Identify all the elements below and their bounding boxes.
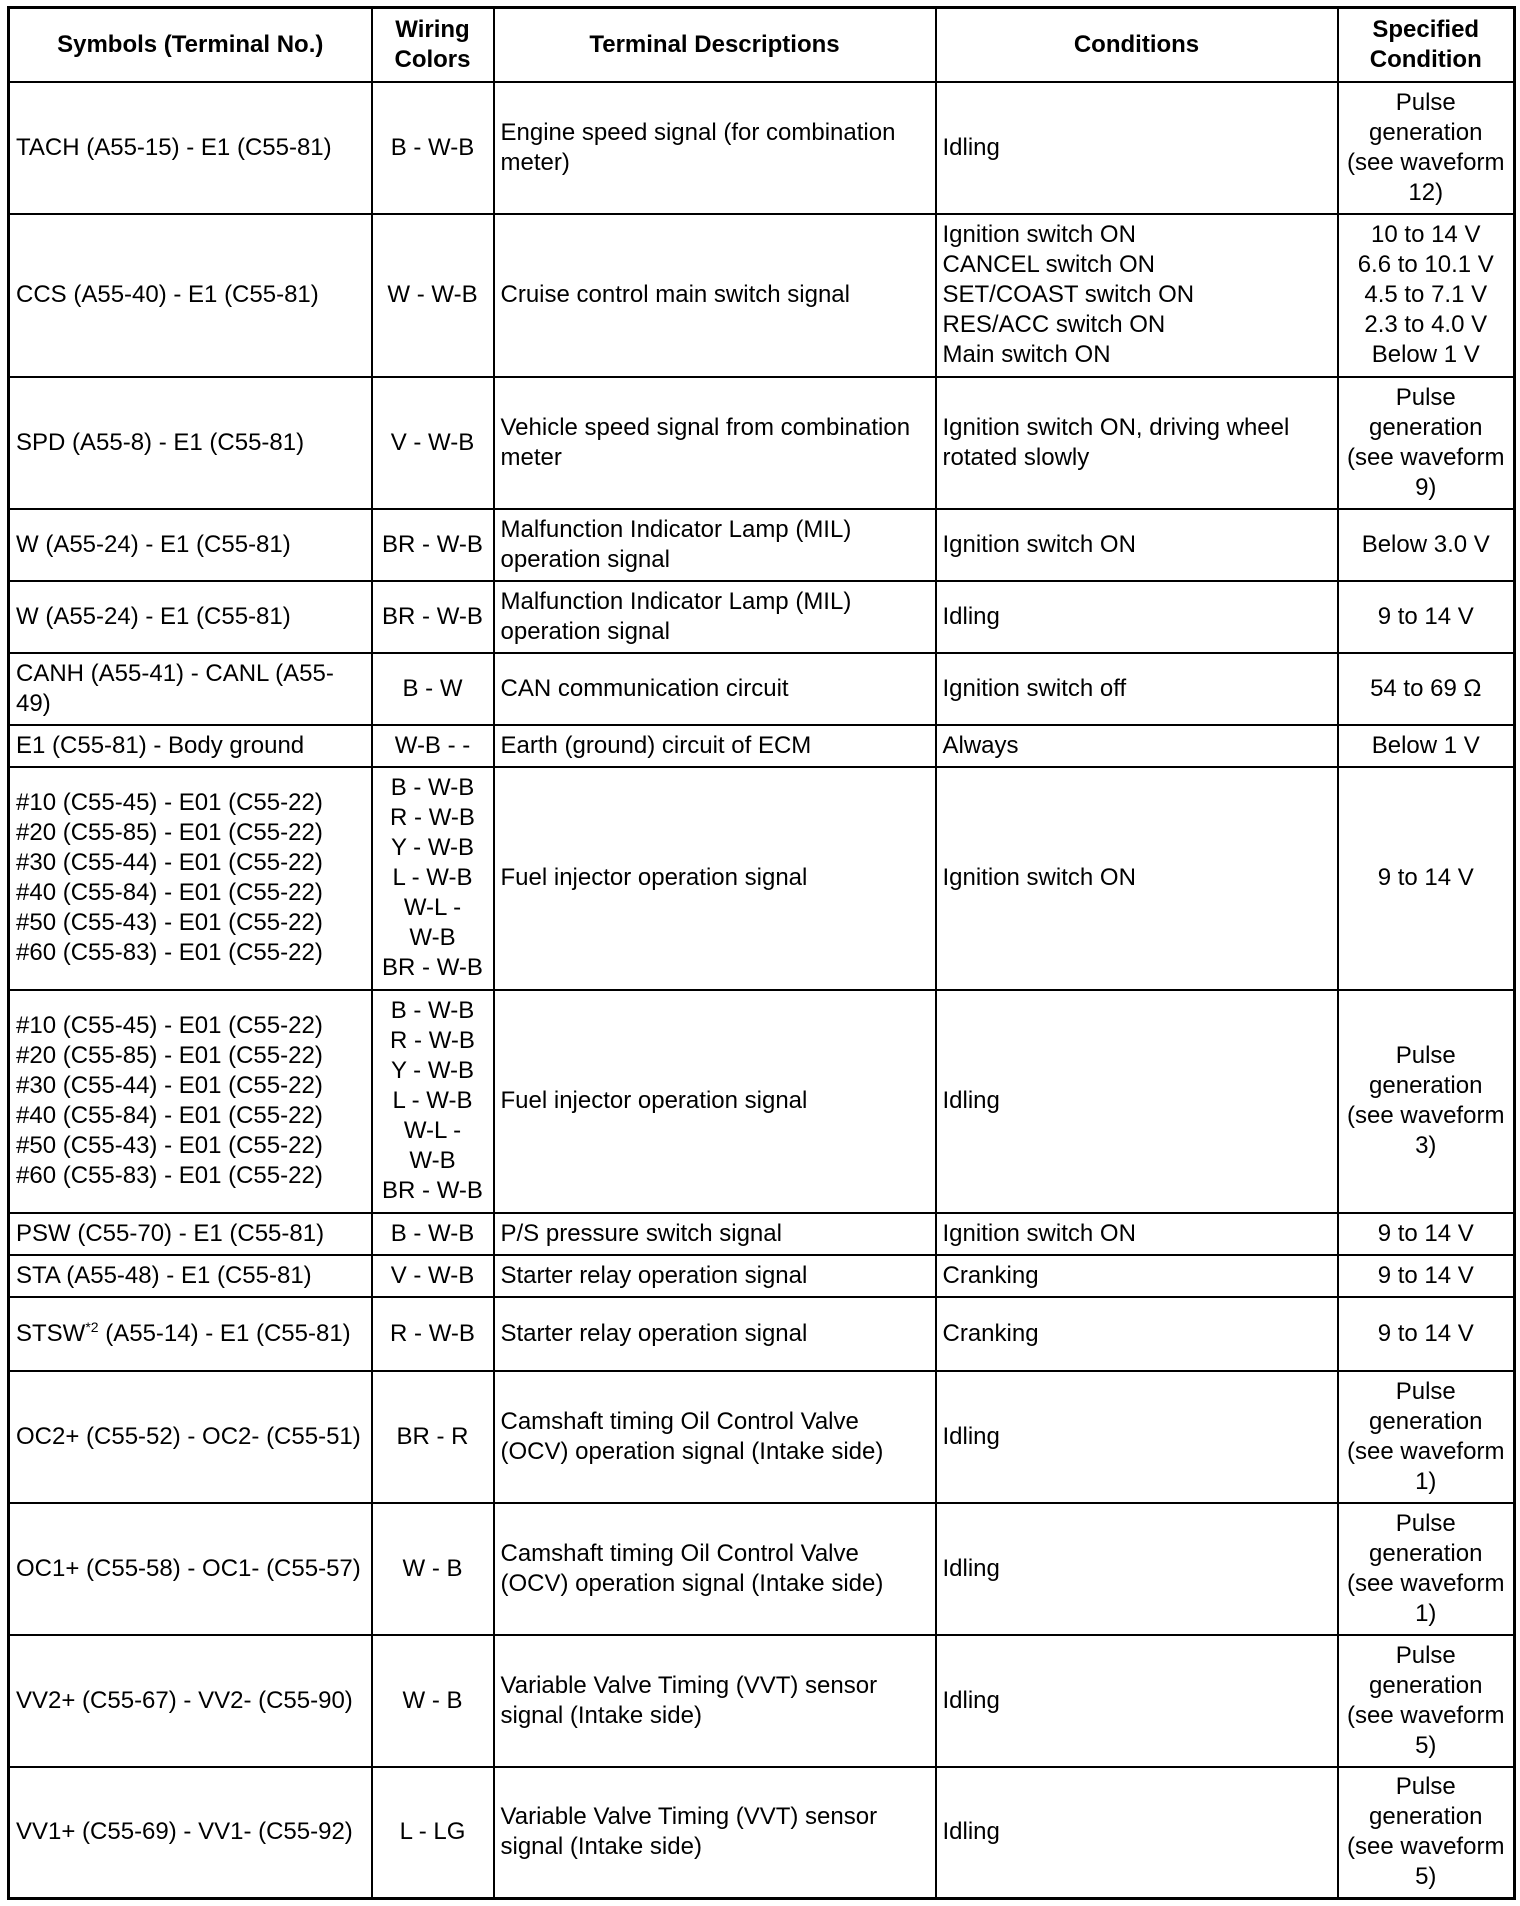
table-row — [9, 1371, 1515, 1503]
wiring-cell: V - W-B — [372, 377, 494, 509]
symbol-cell: OC1+ (C55-58) - OC1- (C55-57) — [9, 1503, 372, 1635]
wiring-cell: B - W — [372, 653, 494, 725]
description-cell: Malfunction Indicator Lamp (MIL) operation signal — [494, 509, 936, 581]
footnote-marker: *2 — [85, 1318, 99, 1335]
header-specified-condition: Specified Condition — [1338, 8, 1515, 82]
header-symbols: Symbols (Terminal No.) — [9, 8, 372, 82]
spec-cell: 9 to 14 V — [1338, 581, 1515, 653]
wiring-cell: W-B - - — [372, 725, 494, 767]
condition-cell: Ignition switch off — [936, 653, 1338, 725]
condition-cell: Ignition switch ON, driving wheel rotated slowly — [936, 377, 1338, 509]
condition-cell: Ignition switch ON CANCEL switch ON SET/COAST switch ON RES/ACC switch ON Main switch ON — [936, 214, 1338, 377]
table-row — [9, 767, 1515, 990]
symbol-cell — [9, 1297, 372, 1371]
terminal-table — [7, 6, 1516, 1900]
condition-cell: Ignition switch ON — [936, 767, 1338, 990]
condition-cell: Ignition switch ON — [936, 1213, 1338, 1255]
table-row — [9, 1635, 1515, 1767]
wiring-cell: W - W-B — [372, 214, 494, 377]
symbol-cell: CANH (A55-41) - CANL (A55-49) — [9, 653, 372, 725]
spec-cell: 9 to 14 V — [1338, 1213, 1515, 1255]
condition-cell: Idling — [936, 1503, 1338, 1635]
description-cell: Earth (ground) circuit of ECM — [494, 725, 936, 767]
description-cell: Fuel injector operation signal — [494, 990, 936, 1213]
description-cell: CAN communication circuit — [494, 653, 936, 725]
wiring-cell: B - W-B — [372, 82, 494, 214]
symbol-cell: VV2+ (C55-67) - VV2- (C55-90) — [9, 1635, 372, 1767]
spec-cell: Below 1 V — [1338, 725, 1515, 767]
table-row — [9, 725, 1515, 767]
header-terminal-descriptions: Terminal Descriptions — [494, 8, 936, 82]
table-row — [9, 1297, 1515, 1371]
symbol-cell: PSW (C55-70) - E1 (C55-81) — [9, 1213, 372, 1255]
table-row — [9, 653, 1515, 725]
table-row — [9, 509, 1515, 581]
wiring-cell: BR - W-B — [372, 509, 494, 581]
spec-cell: Pulse generation (see waveform 1) — [1338, 1371, 1515, 1503]
symbol-cell: W (A55-24) - E1 (C55-81) — [9, 581, 372, 653]
condition-cell: Idling — [936, 990, 1338, 1213]
symbol-cell: CCS (A55-40) - E1 (C55-81) — [9, 214, 372, 377]
description-cell: Cruise control main switch signal — [494, 214, 936, 377]
symbol-cell: E1 (C55-81) - Body ground — [9, 725, 372, 767]
table-row — [9, 82, 1515, 214]
wiring-cell: B - W-B R - W-B Y - W-B L - W-B W-L - W-B BR - W-B — [372, 767, 494, 990]
table-row — [9, 1767, 1515, 1899]
description-cell: Camshaft timing Oil Control Valve (OCV) operation signal (Intake side) — [494, 1503, 936, 1635]
description-cell: P/S pressure switch signal — [494, 1213, 936, 1255]
symbol-cell: W (A55-24) - E1 (C55-81) — [9, 509, 372, 581]
spec-cell: 54 to 69 Ω — [1338, 653, 1515, 725]
header-conditions: Conditions — [936, 8, 1338, 82]
description-cell: Engine speed signal (for combination meter) — [494, 82, 936, 214]
condition-cell: Idling — [936, 1635, 1338, 1767]
symbol-text: (A55-14) - E1 (C55-81) — [98, 1319, 351, 1347]
description-cell: Starter relay operation signal — [494, 1255, 936, 1297]
description-cell: Variable Valve Timing (VVT) sensor signal (Intake side) — [494, 1767, 936, 1899]
table-row — [9, 1503, 1515, 1635]
table-row — [9, 1255, 1515, 1297]
spec-cell: Pulse generation (see waveform 12) — [1338, 82, 1515, 214]
table-row — [9, 1213, 1515, 1255]
description-cell: Variable Valve Timing (VVT) sensor signal (Intake side) — [494, 1635, 936, 1767]
condition-cell: Idling — [936, 1371, 1338, 1503]
condition-cell: Cranking — [936, 1297, 1338, 1371]
spec-cell: 9 to 14 V — [1338, 1255, 1515, 1297]
spec-cell: Pulse generation (see waveform 5) — [1338, 1635, 1515, 1767]
condition-cell: Idling — [936, 581, 1338, 653]
symbol-cell: VV1+ (C55-69) - VV1- (C55-92) — [9, 1767, 372, 1899]
spec-cell: Pulse generation (see waveform 5) — [1338, 1767, 1515, 1899]
wiring-cell: BR - R — [372, 1371, 494, 1503]
spec-cell: Pulse generation (see waveform 1) — [1338, 1503, 1515, 1635]
wiring-cell: W - B — [372, 1635, 494, 1767]
wiring-cell: V - W-B — [372, 1255, 494, 1297]
wiring-cell: B - W-B — [372, 1213, 494, 1255]
description-cell: Camshaft timing Oil Control Valve (OCV) operation signal (Intake side) — [494, 1371, 936, 1503]
table-row — [9, 214, 1515, 377]
description-cell: Malfunction Indicator Lamp (MIL) operation signal — [494, 581, 936, 653]
description-cell: Vehicle speed signal from combination meter — [494, 377, 936, 509]
symbol-cell: STA (A55-48) - E1 (C55-81) — [9, 1255, 372, 1297]
wiring-cell: R - W-B — [372, 1297, 494, 1371]
spec-cell: 9 to 14 V — [1338, 1297, 1515, 1371]
description-cell: Fuel injector operation signal — [494, 767, 936, 990]
description-cell: Starter relay operation signal — [494, 1297, 936, 1371]
table-row — [9, 990, 1515, 1213]
header-wiring-colors: Wiring Colors — [372, 8, 494, 82]
symbol-cell: SPD (A55-8) - E1 (C55-81) — [9, 377, 372, 509]
condition-cell: Idling — [936, 82, 1338, 214]
header-row — [9, 8, 1515, 82]
spec-cell: 9 to 14 V — [1338, 767, 1515, 990]
symbol-cell: #10 (C55-45) - E01 (C55-22) #20 (C55-85) - E01 (C55-22) #30 (C55-44) - E01 (C55-22) #40 (C55-84) - E01 (C55-22) #50 (C55-43) - E01 (C55-22) #60 (C55-83) - E01 (C55-22) — [9, 767, 372, 990]
spec-cell: Pulse generation (see waveform 9) — [1338, 377, 1515, 509]
spec-cell: Pulse generation (see waveform 3) — [1338, 990, 1515, 1213]
wiring-cell: L - LG — [372, 1767, 494, 1899]
wiring-cell: B - W-B R - W-B Y - W-B L - W-B W-L - W-B BR - W-B — [372, 990, 494, 1213]
wiring-cell: W - B — [372, 1503, 494, 1635]
condition-cell: Cranking — [936, 1255, 1338, 1297]
spec-cell: 10 to 14 V 6.6 to 10.1 V 4.5 to 7.1 V 2.3 to 4.0 V Below 1 V — [1338, 214, 1515, 377]
table-row — [9, 377, 1515, 509]
condition-cell: Idling — [936, 1767, 1338, 1899]
symbol-cell: #10 (C55-45) - E01 (C55-22) #20 (C55-85) - E01 (C55-22) #30 (C55-44) - E01 (C55-22) #40 (C55-84) - E01 (C55-22) #50 (C55-43) - E01 (C55-22) #60 (C55-83) - E01 (C55-22) — [9, 990, 372, 1213]
symbol-text: STSW — [16, 1319, 86, 1347]
table-row — [9, 581, 1515, 653]
condition-cell: Ignition switch ON — [936, 509, 1338, 581]
symbol-cell: OC2+ (C55-52) - OC2- (C55-51) — [9, 1371, 372, 1503]
symbol-cell: TACH (A55-15) - E1 (C55-81) — [9, 82, 372, 214]
condition-cell: Always — [936, 725, 1338, 767]
wiring-cell: BR - W-B — [372, 581, 494, 653]
spec-cell: Below 3.0 V — [1338, 509, 1515, 581]
